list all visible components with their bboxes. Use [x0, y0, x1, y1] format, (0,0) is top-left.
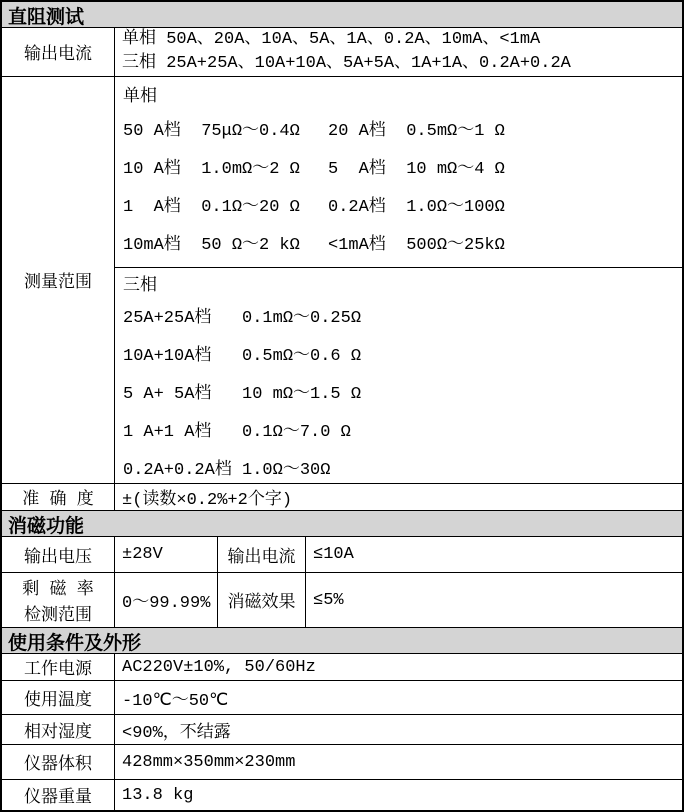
row-power-supply: [2, 654, 682, 681]
single-phase-line: [123, 185, 682, 223]
relative-humidity-label-text: 相对湿度: [24, 723, 92, 743]
output-current-label-text: 输出电流: [24, 46, 92, 65]
instrument-dimensions-value-text: 428mm×350mm×230mm: [122, 752, 296, 772]
range-item: 0.2A档 1.0Ω～100Ω: [328, 198, 505, 217]
output-voltage-label: [2, 537, 115, 572]
demag-effect-label: [218, 573, 306, 627]
accuracy-value: [115, 484, 682, 510]
range-item: 10mA档 50 Ω～2 kΩ: [123, 236, 300, 255]
power-supply-value-text: AC220V±10%, 50/60Hz: [122, 657, 316, 677]
accuracy-label-text: 准 确 度: [22, 491, 94, 510]
output-current-label: [2, 28, 115, 76]
row-accuracy: [2, 484, 682, 511]
remanence-range-label-line2: 检测范围: [24, 607, 92, 626]
single-phase-line: [123, 109, 682, 147]
range-item: 10 A档 1.0mΩ～2 Ω: [123, 160, 300, 179]
remanence-range-value-text: 0～99.99%: [122, 594, 211, 613]
instrument-weight-label-text: 仪器重量: [24, 789, 92, 808]
section-title-dc-resistance: 直阻测试: [8, 6, 85, 29]
three-phase-line: 0.2A+0.2A档 1.0Ω～30Ω: [123, 461, 331, 480]
operating-temperature-value: [115, 681, 682, 714]
remanence-range-label: [2, 573, 115, 627]
output-voltage-value: [115, 537, 218, 572]
section-header-dc-resistance: [2, 2, 682, 28]
three-phase-line: 5 A+ 5A档 10 mΩ～1.5 Ω: [123, 385, 362, 404]
row-instrument-weight: [2, 780, 682, 810]
power-supply-label-text: 工作电源: [24, 661, 92, 680]
row-instrument-dimensions: [2, 745, 682, 780]
output-current-single-phase: 单相 50A、20A、10A、5A、1A、0.2A、10mA、<1mA: [122, 30, 541, 49]
output-current-three-phase: 三相 25A+25A、10A+10A、5A+5A、1A+1A、0.2A+0.2A: [122, 54, 571, 73]
section-header-demagnetization: [2, 511, 682, 537]
row-demag-voltage-current: [2, 537, 682, 573]
operating-temperature-label: [2, 681, 115, 714]
demag-output-current-label: [218, 537, 306, 572]
output-voltage-label-text: 输出电压: [24, 548, 92, 568]
single-phase-line: [123, 147, 682, 185]
demag-output-current-value: [306, 537, 682, 572]
output-current-value: [115, 28, 682, 76]
row-output-current: [2, 28, 682, 77]
three-phase-line: 25A+25A档 0.1mΩ～0.25Ω: [123, 309, 362, 328]
three-phase-line: 1 A+1 A档 0.1Ω～7.0 Ω: [123, 423, 351, 442]
range-item: 1 A档 0.1Ω～20 Ω: [123, 198, 300, 217]
remanence-range-value: [115, 573, 218, 627]
range-item: 50 A档 75μΩ～0.4Ω: [123, 122, 300, 141]
demag-effect-value-text: ≤5%: [313, 590, 344, 610]
section-header-conditions: [2, 628, 682, 654]
range-item: 5 A档 10 mΩ～4 Ω: [328, 160, 505, 179]
accuracy-value-text: ±(读数×0.2%+2个字): [122, 491, 293, 510]
measure-range-values: [115, 77, 682, 483]
instrument-dimensions-value: [115, 745, 682, 779]
demag-effect-label-text: 消磁效果: [227, 594, 296, 613]
power-supply-value: [115, 654, 682, 680]
range-item: 20 A档 0.5mΩ～1 Ω: [328, 122, 505, 141]
single-phase-line: [123, 223, 682, 261]
demag-output-current-value-text: ≤10A: [313, 545, 354, 564]
demag-effect-value: [306, 573, 682, 627]
single-phase-title: 单相: [123, 88, 157, 107]
measure-range-single-phase-block: [115, 77, 682, 268]
three-phase-line: 10A+10A档 0.5mΩ～0.6 Ω: [123, 347, 362, 366]
operating-temperature-label-text: 使用温度: [24, 691, 92, 711]
relative-humidity-label: [2, 715, 115, 744]
range-item: <1mA档 500Ω～25kΩ: [328, 236, 505, 255]
measure-range-label-text: 测量范围: [24, 274, 92, 293]
section-title-demagnetization: 消磁功能: [8, 515, 85, 538]
three-phase-title: 三相: [123, 277, 157, 296]
operating-temperature-value-text: -10℃～50℃: [122, 691, 229, 711]
instrument-weight-value: [115, 780, 682, 810]
remanence-range-label-line1: 剩 磁 率: [22, 581, 94, 600]
output-voltage-value-text: ±28V: [122, 545, 163, 564]
measure-range-label: [2, 77, 115, 483]
power-supply-label: [2, 654, 115, 680]
row-measure-range: [2, 77, 682, 484]
instrument-weight-value-text: 13.8 kg: [122, 785, 194, 805]
measure-range-three-phase-block: [115, 268, 682, 483]
demag-output-current-label-text: 输出电流: [227, 548, 296, 568]
accuracy-label: [2, 484, 115, 510]
row-remanence-effect: [2, 573, 682, 628]
instrument-dimensions-label-text: 仪器体积: [24, 756, 92, 775]
instrument-dimensions-label: [2, 745, 115, 779]
instrument-weight-label: [2, 780, 115, 810]
section-title-conditions: 使用条件及外形: [8, 632, 142, 655]
row-operating-temperature: [2, 681, 682, 715]
row-relative-humidity: [2, 715, 682, 745]
relative-humidity-value: [115, 715, 682, 744]
relative-humidity-value-text: <90%，不结露: [122, 723, 231, 743]
